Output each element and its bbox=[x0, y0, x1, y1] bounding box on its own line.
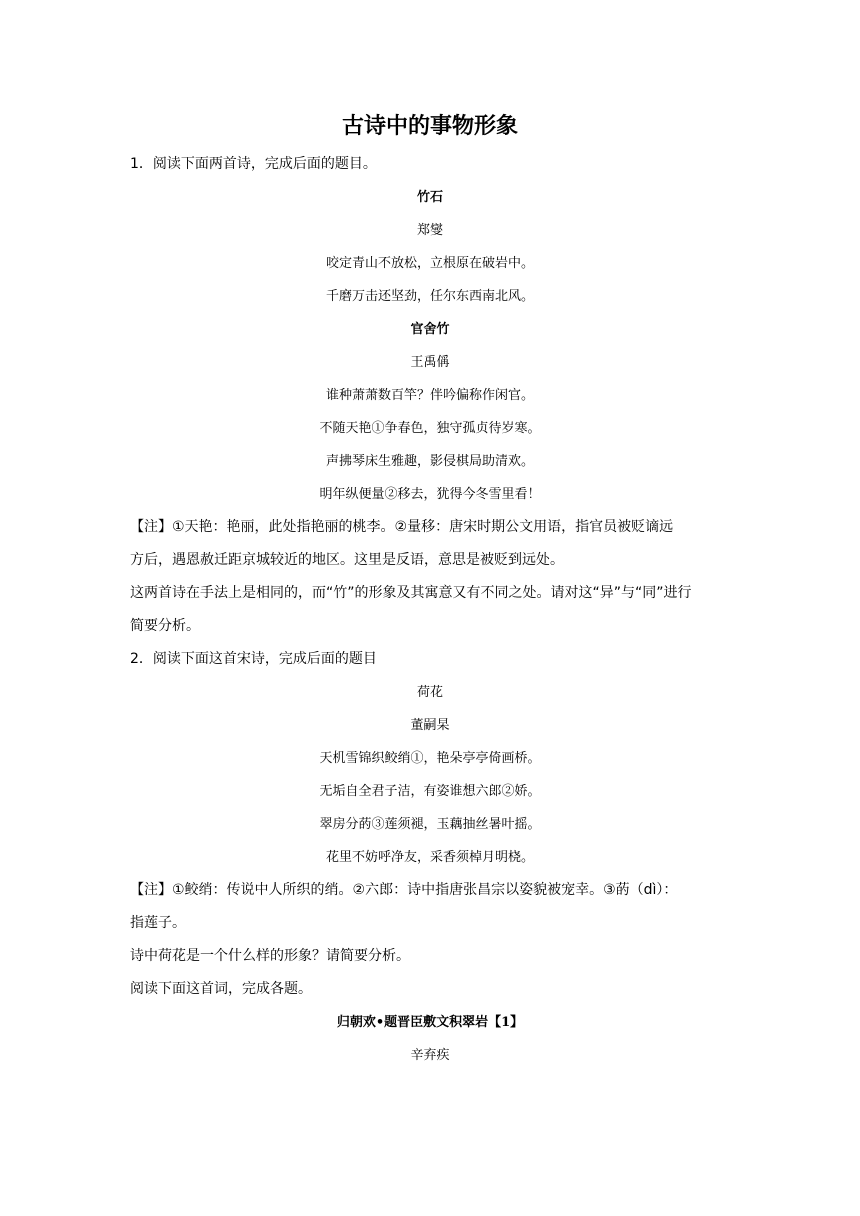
note-line: 指莲子。 bbox=[130, 915, 186, 931]
poem-title-guanshezhu: 官舍竹 bbox=[410, 322, 450, 337]
poem-title-guichaohuan: 归朝欢•题晋臣敷文积翠岩【1】 bbox=[336, 1015, 524, 1030]
question-text: 诗中荷花是一个什么样的形象？请简要分析。 bbox=[130, 948, 410, 964]
poem-line: 不随天艳①争春色，独守孤贞待岁寒。 bbox=[319, 421, 541, 436]
poem-line: 无垢自全君子洁，有姿谁想六郎②娇。 bbox=[319, 784, 541, 799]
question-text: 这两首诗在手法上是相同的，而“竹”的形象及其寓意又有不同之处。请对这“异”与“同”进行 bbox=[130, 585, 692, 601]
poem-line: 谁种萧萧数百竿？伴吟偏称作闲官。 bbox=[325, 388, 534, 403]
poem-line: 声拂琴床生雅趣，影侵棋局助清欢。 bbox=[325, 454, 534, 469]
poem-author-wangyucheng: 王禹偁 bbox=[410, 355, 450, 370]
poem-line: 天机雪锦织鲛绡①，艳朵亭亭倚画桥。 bbox=[319, 751, 541, 766]
note-line: 【注】①鲛绡：传说中人所织的绡。②六郎：诗中指唐张昌宗以姿貌被宠幸。③菂（dì）： bbox=[130, 882, 678, 898]
poem-line: 翠房分菂③莲须褪，玉藕抽丝暑叶摇。 bbox=[319, 817, 541, 832]
note-line: 方后，遇恩赦迁距京城较近的地区。这里是反语，意思是被贬到远处。 bbox=[130, 552, 564, 568]
poem-line: 花里不妨呼净友，采香须棹月明桡。 bbox=[325, 850, 534, 865]
poem-author-dongsigao: 董嗣杲 bbox=[410, 718, 450, 733]
question-3-prompt: 阅读下面这首词，完成各题。 bbox=[130, 981, 312, 997]
poem-title-hehua: 荷花 bbox=[416, 685, 443, 700]
document-title: 古诗中的事物形象 bbox=[341, 114, 518, 139]
poem-author-xinqiji: 辛弃疾 bbox=[410, 1048, 450, 1063]
poem-line: 明年纵便量②移去，犹得今冬雪里看！ bbox=[319, 487, 541, 502]
question-1-prompt: 1．阅读下面两首诗，完成后面的题目。 bbox=[130, 156, 377, 172]
question-text: 简要分析。 bbox=[130, 618, 200, 634]
question-2-prompt: 2．阅读下面这首宋诗，完成后面的题目 bbox=[130, 651, 377, 667]
note-line: 【注】①天艳：艳丽，此处指艳丽的桃李。②量移：唐宋时期公文用语，指官员被贬谪远 bbox=[130, 519, 674, 535]
poem-line: 千磨万击还坚劲，任尔东西南北风。 bbox=[325, 289, 534, 304]
poem-author-zhengxie: 郑燮 bbox=[416, 223, 443, 238]
poem-line: 咬定青山不放松，立根原在破岩中。 bbox=[325, 256, 534, 271]
poem-title-zhushi: 竹石 bbox=[416, 190, 443, 205]
document-page bbox=[130, 110, 730, 1072]
